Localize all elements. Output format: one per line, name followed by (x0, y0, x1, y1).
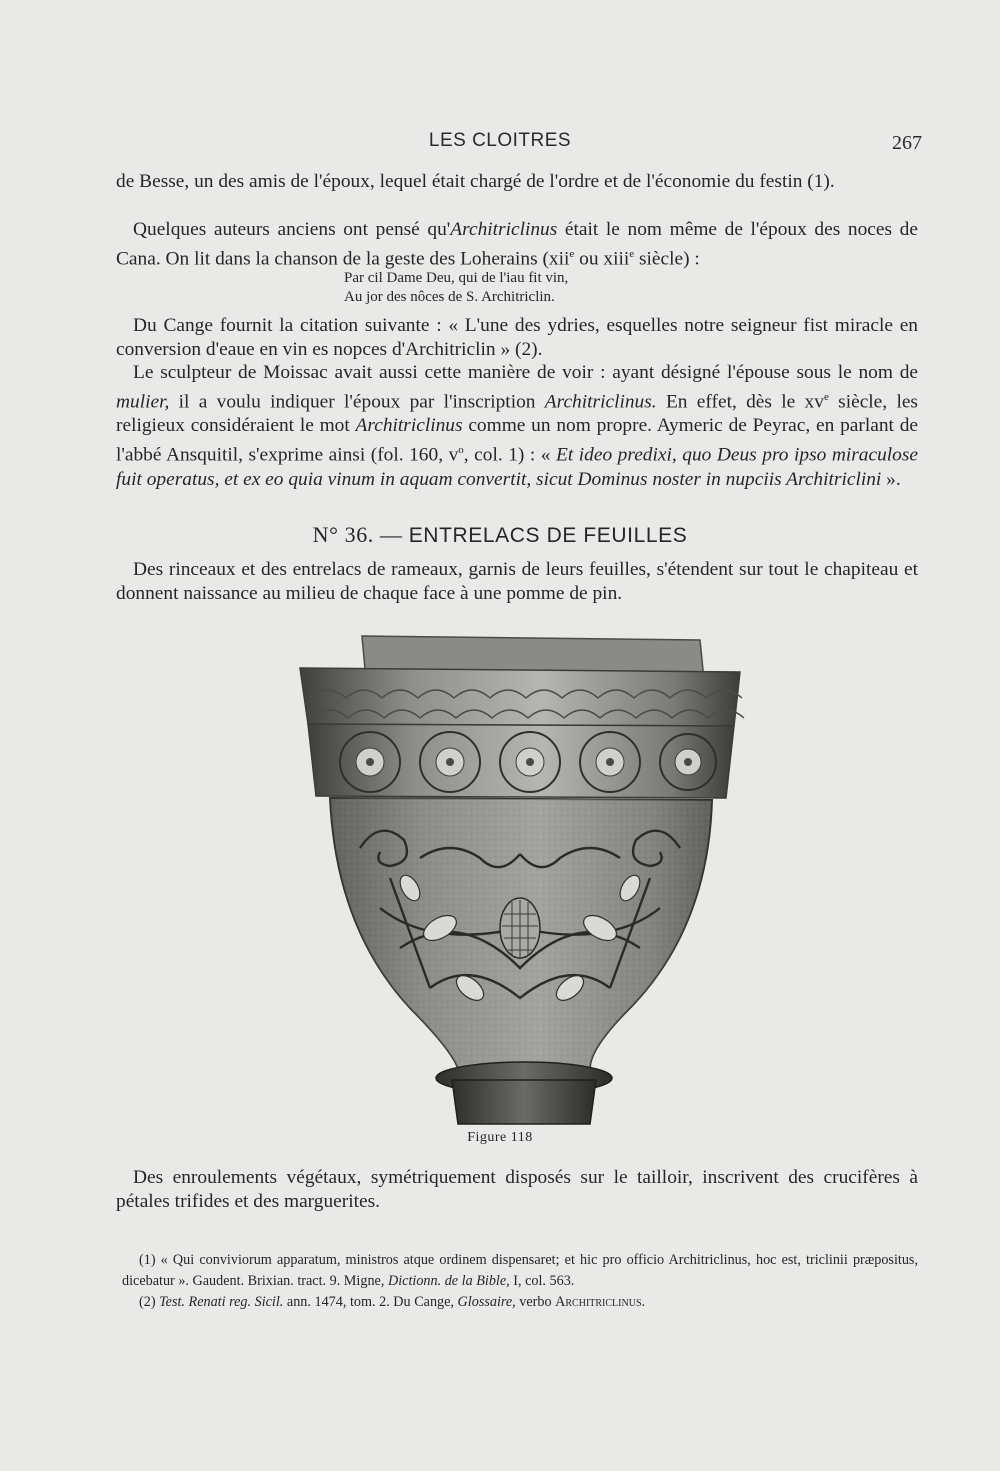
p2-sup-2: e (629, 248, 635, 260)
paragraph-2 (116, 218, 918, 271)
paragraph-5 (116, 558, 918, 606)
paragraph-1 (116, 170, 918, 194)
fn2-smallcaps: Architriclinus. (555, 1294, 646, 1310)
paragraph-1-text: de Besse, un des amis de l'époux, lequel était chargé de l'ordre et de l'économie du festin (1). (116, 171, 835, 192)
paragraph-3 (116, 314, 918, 362)
p2-text-c: ou xiii (574, 248, 630, 270)
p4-italic-architriclinus-2: Architriclinus (355, 415, 463, 437)
footnotes (122, 1250, 918, 1313)
fn2-num: (2) (139, 1294, 160, 1310)
paragraph-6 (116, 1166, 918, 1214)
paragraph-6-text: Des enroulements végétaux, symétriquement disposés sur le tailloir, inscrivent des crucifères à pétales trifides et des marguerites. (116, 1167, 918, 1212)
verse-quote (344, 269, 764, 307)
p4-sup-1: e (823, 391, 829, 403)
p4-italic-architriclinus-1: Architriclinus. (544, 391, 657, 413)
fn2-italic-b: Glossaire, (457, 1294, 516, 1310)
p4-italic-mulier: mulier, (116, 391, 170, 413)
p4-text-c: il a voulu indiquer l'époux par l'inscription (169, 391, 545, 413)
paragraph-4 (116, 361, 918, 492)
section-title: ENTRELACS DE FEUILLES (408, 524, 688, 547)
page-number: 267 (892, 132, 922, 154)
footnote-2 (122, 1292, 918, 1313)
fn2-text-b: verbo (515, 1294, 556, 1310)
p4-text-f: siècle, les religieux considéraient le mot (116, 391, 918, 437)
section-heading (0, 522, 1000, 548)
p2-text-d: siècle) : (634, 248, 700, 270)
paragraph-3-text: Du Cange fournit la citation suivante : « L'une des ydries, esquelles notre seigneur fist miracle en conversion d'eaue en vin es nopces d'Architriclin » (2). (116, 315, 918, 360)
fn2-italic-a: Test. Renati reg. Sicil. (159, 1294, 284, 1310)
verse-line-1: Par cil Dame Deu, qui de l'iau fit vin, (344, 270, 569, 286)
fn2-text-a: ann. 1474, tom. 2. Du Cange, (283, 1294, 458, 1310)
figure-caption: Figure 118 (467, 1130, 533, 1145)
paragraph-5-text: Des rinceaux et des entrelacs de rameaux, garnis de leurs feuilles, s'étendent sur tout le chapiteau et donnent naissance au milieu de chaque face à une pomme de pin. (116, 559, 918, 604)
p4-sup-2: o (458, 444, 464, 457)
p4-italic-latin-quote: Et ideo predixi, quo Deus pro ipso miraculose fuit operatus, et ex eo quia vinum in aquam convertit, sicut Dominus noster in nupciis Architriclini (116, 444, 919, 490)
fn1-italic: Dictionn. de la Bible, (387, 1273, 510, 1289)
p2-text-a: Quelques auteurs anciens ont pensé qu' (133, 219, 451, 240)
p4-text-h: comme un nom propre. Aymeric de Peyrac, en parlant de l'abbé Ansquitil, s'exprime ainsi (fol. 160, v (116, 415, 919, 466)
running-title: LES CLOITRES (428, 130, 572, 151)
p4-text-e: En effet, dès le xv (656, 391, 824, 413)
section-number: N° 36. — (312, 522, 409, 547)
p4-text-k: ». (881, 468, 901, 490)
fn1-text-b: I, col. 563. (509, 1273, 575, 1289)
running-head (0, 130, 1000, 154)
fn1-text-a: (1) « Qui conviviorum apparatum, ministros atque ordinem dispensaret; et hic pro officio Architriclinus, hoc est, triclinii præpositus, dicebatur ». Gaudent. Brixian. tract. 9. Migne, (122, 1252, 918, 1289)
capital-sculpture-illustration (290, 628, 750, 1128)
p4-text-i: , col. 1) : « (463, 444, 557, 466)
p4-text-a: Le sculpteur de Moissac avait aussi cette manière de voir : ayant désigné l'épouse sous le nom de (133, 362, 918, 383)
p2-italic-architriclinus: Architriclinus (450, 219, 558, 240)
p2-text-b: était le nom même de l'époux des noces de Cana. On lit dans la chanson de la geste des Loherains (xii (116, 219, 918, 270)
verse-line-2: Au jor des nôces de S. Architriclin. (344, 289, 555, 305)
footnote-1 (122, 1250, 918, 1292)
p2-sup-1: e (569, 248, 575, 260)
